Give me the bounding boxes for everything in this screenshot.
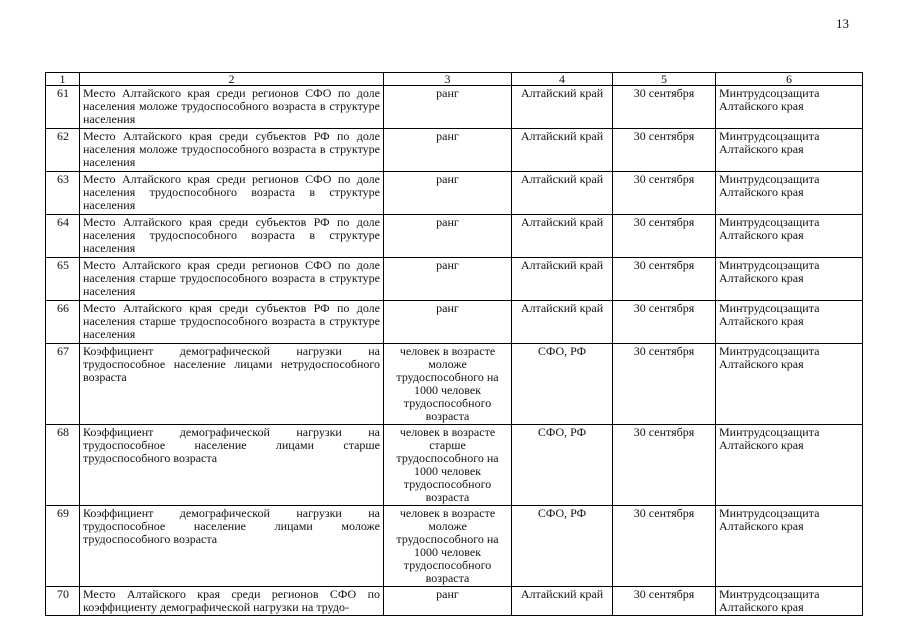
header-cell-3: 3 (384, 73, 512, 86)
indicator-name: Место Алтайского края среди регионов СФО по доле населения моложе трудоспособного возраста в структуре населения (80, 86, 384, 129)
unit-of-measure: ранг (384, 258, 512, 301)
responsible-body: Минтрудсоцзащита Алтайского края (716, 506, 863, 587)
responsible-body: Минтрудсоцзащита Алтайского края (716, 172, 863, 215)
responsible-body: Минтрудсоцзащита Алтайского края (716, 129, 863, 172)
table-row (46, 506, 863, 587)
table-row (46, 215, 863, 258)
responsible-body: Минтрудсоцзащита Алтайского края (716, 301, 863, 344)
header-row (46, 73, 863, 86)
unit-of-measure: ранг (384, 215, 512, 258)
page-number: 13 (836, 16, 849, 31)
header-cell-4: 4 (512, 73, 613, 86)
row-number: 65 (46, 258, 80, 301)
unit-of-measure: ранг (384, 301, 512, 344)
table-row (46, 425, 863, 506)
row-number: 62 (46, 129, 80, 172)
table-row (46, 86, 863, 129)
indicator-name: Место Алтайского края среди регионов СФО по коэффициенту демографической нагрузки на трудо- (80, 587, 384, 616)
indicator-table (45, 72, 863, 616)
deadline-date: 30 сентября (613, 86, 716, 129)
comparison-level: СФО, РФ (512, 506, 613, 587)
comparison-level: Алтайский край (512, 587, 613, 616)
row-number: 64 (46, 215, 80, 258)
deadline-date: 30 сентября (613, 215, 716, 258)
comparison-level: Алтайский край (512, 172, 613, 215)
deadline-date: 30 сентября (613, 425, 716, 506)
header-cell-1: 1 (46, 73, 80, 86)
deadline-date: 30 сентября (613, 506, 716, 587)
row-number: 67 (46, 344, 80, 425)
indicator-name: Место Алтайского края среди субъектов РФ по доле населения старше трудоспособного возраста в структуре населения (80, 301, 384, 344)
table-row (46, 301, 863, 344)
comparison-level: Алтайский край (512, 129, 613, 172)
row-number: 63 (46, 172, 80, 215)
table-row (46, 172, 863, 215)
indicator-name: Коэффициент демографической нагрузки на трудоспособное население лицами нетрудоспособного возраста (80, 344, 384, 425)
unit-of-measure: ранг (384, 129, 512, 172)
deadline-date: 30 сентября (613, 587, 716, 616)
deadline-date: 30 сентября (613, 344, 716, 425)
row-number: 68 (46, 425, 80, 506)
table-row (46, 258, 863, 301)
table-row (46, 129, 863, 172)
unit-of-measure: человек в возрасте моложе трудоспособного на 1000 человек трудоспособного возраста (384, 344, 512, 425)
header-cell-2: 2 (80, 73, 384, 86)
deadline-date: 30 сентября (613, 172, 716, 215)
comparison-level: СФО, РФ (512, 425, 613, 506)
unit-of-measure: ранг (384, 86, 512, 129)
deadline-date: 30 сентября (613, 258, 716, 301)
deadline-date: 30 сентября (613, 301, 716, 344)
responsible-body: Минтрудсоцзащита Алтайского края (716, 425, 863, 506)
comparison-level: СФО, РФ (512, 344, 613, 425)
indicator-name: Место Алтайского края среди регионов СФО по доле населения старше трудоспособного возраста в структуре населения (80, 258, 384, 301)
comparison-level: Алтайский край (512, 301, 613, 344)
responsible-body: Минтрудсоцзащита Алтайского края (716, 215, 863, 258)
header-cell-5: 5 (613, 73, 716, 86)
responsible-body: Минтрудсоцзащита Алтайского края (716, 587, 863, 616)
row-number: 70 (46, 587, 80, 616)
responsible-body: Минтрудсоцзащита Алтайского края (716, 258, 863, 301)
unit-of-measure: ранг (384, 172, 512, 215)
indicator-name: Место Алтайского края среди регионов СФО по доле населения трудоспособного возраста в структуре населения (80, 172, 384, 215)
responsible-body: Минтрудсоцзащита Алтайского края (716, 344, 863, 425)
responsible-body: Минтрудсоцзащита Алтайского края (716, 86, 863, 129)
unit-of-measure: человек в возрасте старше трудоспособного на 1000 человек трудоспособного возраста (384, 425, 512, 506)
deadline-date: 30 сентября (613, 129, 716, 172)
indicator-name: Коэффициент демографической нагрузки на трудоспособное население лицами старше трудоспособного возраста (80, 425, 384, 506)
row-number: 69 (46, 506, 80, 587)
table-row (46, 344, 863, 425)
unit-of-measure: человек в возрасте моложе трудоспособного на 1000 человек трудоспособного возраста (384, 506, 512, 587)
row-number: 61 (46, 86, 80, 129)
comparison-level: Алтайский край (512, 215, 613, 258)
indicator-name: Место Алтайского края среди субъектов РФ по доле населения трудоспособного возраста в структуре населения (80, 215, 384, 258)
comparison-level: Алтайский край (512, 258, 613, 301)
header-cell-6: 6 (716, 73, 863, 86)
table-row (46, 587, 863, 616)
row-number: 66 (46, 301, 80, 344)
unit-of-measure: ранг (384, 587, 512, 616)
comparison-level: Алтайский край (512, 86, 613, 129)
indicator-name: Коэффициент демографической нагрузки на трудоспособное население лицами моложе трудоспособного возраста (80, 506, 384, 587)
indicator-name: Место Алтайского края среди субъектов РФ по доле населения моложе трудоспособного возраста в структуре населения (80, 129, 384, 172)
